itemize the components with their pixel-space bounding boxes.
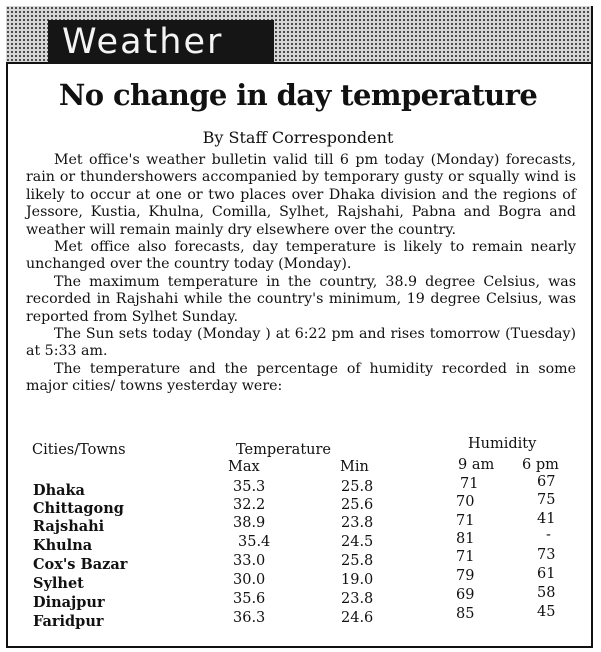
table-row-min: 24.5 <box>341 534 374 550</box>
table-row-6pm: - <box>546 527 551 543</box>
headline: No change in day temperature <box>58 78 538 112</box>
header-max: Max <box>228 459 260 475</box>
table-row-6pm: 58 <box>537 585 556 601</box>
table-row-9am: 85 <box>456 606 475 622</box>
header-temperature: Temperature <box>236 442 331 458</box>
table-row-9am: 71 <box>456 549 475 565</box>
table-row-city: Dhaka <box>33 482 85 499</box>
table-row-min: 23.8 <box>341 515 374 531</box>
table-row-9am: 69 <box>456 587 475 603</box>
table-row-6pm: 45 <box>537 604 556 620</box>
table-row-max: 36.3 <box>233 610 266 626</box>
table-row-min: 23.8 <box>341 591 374 607</box>
table-row-city: Rajshahi <box>33 518 105 535</box>
table-row-max: 38.9 <box>233 515 266 531</box>
table-row-6pm: 61 <box>537 566 556 582</box>
table-row-min: 25.8 <box>341 553 374 569</box>
table-row-6pm: 75 <box>537 492 556 508</box>
table-row-city: Faridpur <box>33 613 104 630</box>
table-row-9am: 71 <box>460 476 479 492</box>
table-row-min: 25.8 <box>341 479 374 495</box>
table-row-6pm: 73 <box>537 547 556 563</box>
paragraph-1: Met office's weather bulletin valid till 6 pm today (Monday) forecasts, rain or thundershowers accompanied by temporary gusty or squally wind is likely to occur at one or two places over Dhaka division and the regions of Jessore, Kustia, Khulna, Comilla, Sylhet, Rajshahi, Pabna and Bogra and weather will remain mainly dry elsewhere over the country. <box>26 152 576 238</box>
paragraph-2: Met office also forecasts, day temperature is likely to remain nearly unchanged over the country today (Monday). <box>26 239 576 273</box>
paragraph-4: The Sun sets today (Monday ) at 6:22 pm and rises tomorrow (Tuesday) at 5:33 am. <box>26 326 576 360</box>
table-row-max: 32.2 <box>233 497 266 513</box>
table-row-max: 35.4 <box>238 534 271 550</box>
table-row-9am: 71 <box>456 513 475 529</box>
table-row-city: Cox's Bazar <box>33 556 128 573</box>
table-row-9am: 79 <box>456 568 475 584</box>
table-row-9am: 70 <box>456 494 475 510</box>
header-min: Min <box>340 459 369 475</box>
paragraph-5: The temperature and the percentage of humidity recorded in some major cities/ towns yesterday were: <box>26 360 576 395</box>
table-row-city: Dinajpur <box>33 594 105 611</box>
table-row-max: 35.3 <box>233 479 266 495</box>
table-row-min: 24.6 <box>341 610 374 626</box>
table-row-9am: 81 <box>456 531 475 547</box>
paragraph-3: The maximum temperature in the country, 38.9 degree Celsius, was recorded in Rajshahi while the country's minimum, 19 degree Celsius, was reported from Sylhet Sunday. <box>26 273 576 325</box>
table-row-max: 33.0 <box>233 553 266 569</box>
header-9am: 9 am <box>458 457 495 473</box>
header-cities: Cities/Towns <box>32 442 126 458</box>
table-row-min: 19.0 <box>341 572 374 588</box>
table-row-max: 35.6 <box>233 591 266 607</box>
table-row-city: Sylhet <box>33 575 84 592</box>
table-row-6pm: 67 <box>537 474 556 490</box>
table-row-min: 25.6 <box>341 497 374 513</box>
header-humidity: Humidity <box>468 436 537 452</box>
table-row-city: Khulna <box>33 537 93 554</box>
section-label: Weather <box>48 20 274 64</box>
header-6pm: 6 pm <box>522 457 559 473</box>
byline: By Staff Correspondent <box>202 128 394 147</box>
table-row-max: 30.0 <box>233 572 266 588</box>
table-row-city: Chittagong <box>33 500 124 517</box>
table-row-6pm: 41 <box>537 511 556 527</box>
